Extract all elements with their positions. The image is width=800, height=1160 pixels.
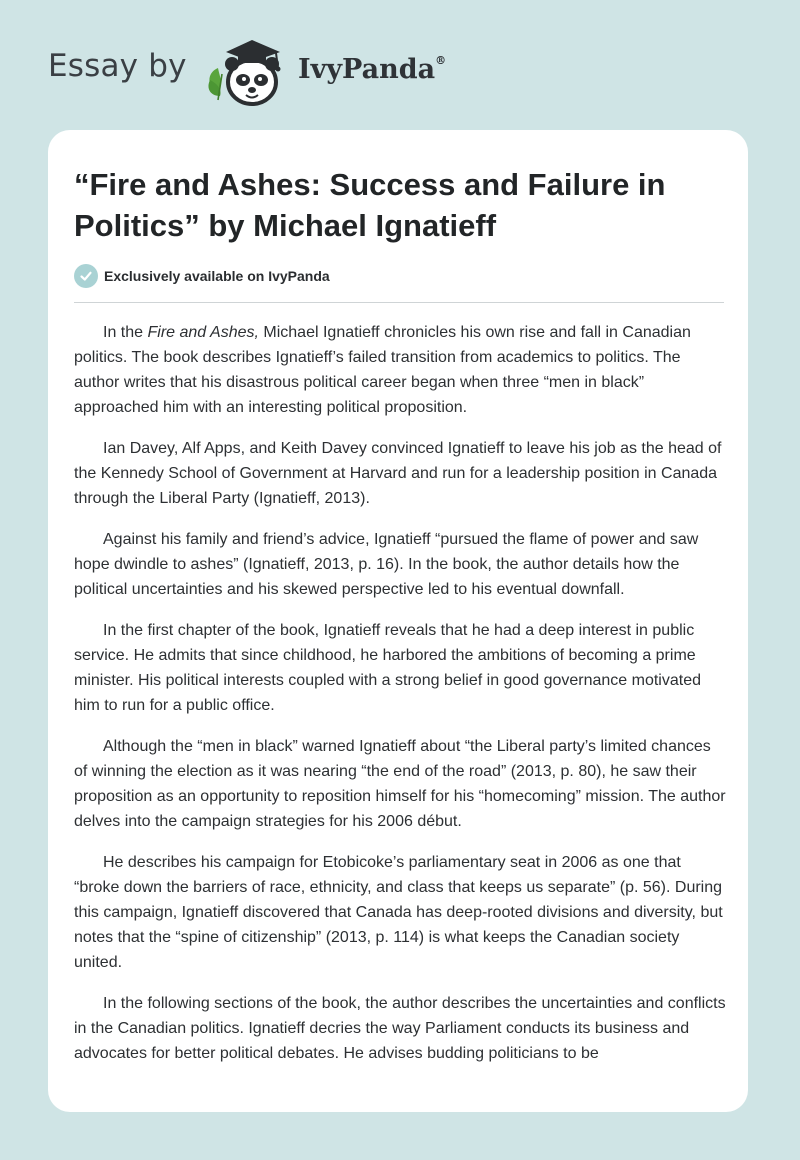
site-header	[48, 34, 468, 110]
paragraph: In the following sections of the book, the author describes the uncertainties and conflicts in the Canadian politics. Ignatieff decries the way Parliament conducts its business and advocates for better political debates. He advises budding politicians to be	[74, 995, 726, 1062]
title-divider	[74, 302, 724, 303]
brand-name[interactable]: IvyPanda®	[298, 54, 447, 85]
paragraph: Ian Davey, Alf Apps, and Keith Davey convinced Ignatieff to leave his job as the head of the Kennedy School of Government at Harvard and run for a leadership position in Canada through the Liberal Party (Ignatieff, 2013).	[74, 440, 722, 507]
trademark-symbol: ®	[435, 54, 447, 67]
paragraph: Against his family and friend’s advice, Ignatieff “pursued the flame of power and saw hope dwindle to ashes” (Ignatieff, 2013, p. 16). In the book, the author details how the political uncertainties and his skewed perspective led to his eventual downfall.	[74, 531, 699, 598]
book-title-italic: Fire and Ashes,	[147, 324, 259, 341]
check-icon	[74, 264, 98, 288]
paragraph: In the first chapter of the book, Ignatieff reveals that he had a deep interest in public service. He admits that since childhood, he harbored the ambitions of becoming a prime minister. His political interests coupled with a strong belief in good governance motivated him to run for a public office.	[74, 622, 701, 714]
essay-card	[48, 130, 748, 1112]
paragraph: In the Fire and Ashes, Michael Ignatieff chronicles his own rise and fall in Canadian politics. The book describes Ignatieff’s failed transition from academics to politics. The author writes that his disastrous political career began when three “men in black” approached him with an interesting political proposition.	[74, 324, 691, 416]
essay-body	[74, 320, 728, 1082]
essay-by-label: Essay by	[48, 48, 187, 84]
paragraph: He describes his campaign for Etobicoke’s parliamentary seat in 2006 as one that “broke down the barriers of race, ethnicity, and class that keeps us separate” (p. 56). During this campaign, Ignatieff discovered that Canada has deep-rooted divisions and diversity, but notes that the “spine of citizenship” (2013, p. 114) is what keeps the Canadian society united.	[74, 854, 723, 971]
paragraph: Although the “men in black” warned Ignatieff about “the Liberal party’s limited chances of winning the election as it was nearing “the end of the road” (2013, p. 80), he saw their proposition as an opportunity to reposition himself for his “homecoming” mission. The author delves into the campaign strategies for his 2006 début.	[74, 738, 726, 830]
panda-graduation-cap-icon[interactable]	[202, 34, 292, 110]
essay-title: “Fire and Ashes: Success and Failure in Politics” by Michael Ignatieff	[74, 167, 666, 243]
exclusive-badge	[74, 264, 330, 288]
exclusive-badge-text: Exclusively available on IvyPanda	[104, 268, 330, 284]
